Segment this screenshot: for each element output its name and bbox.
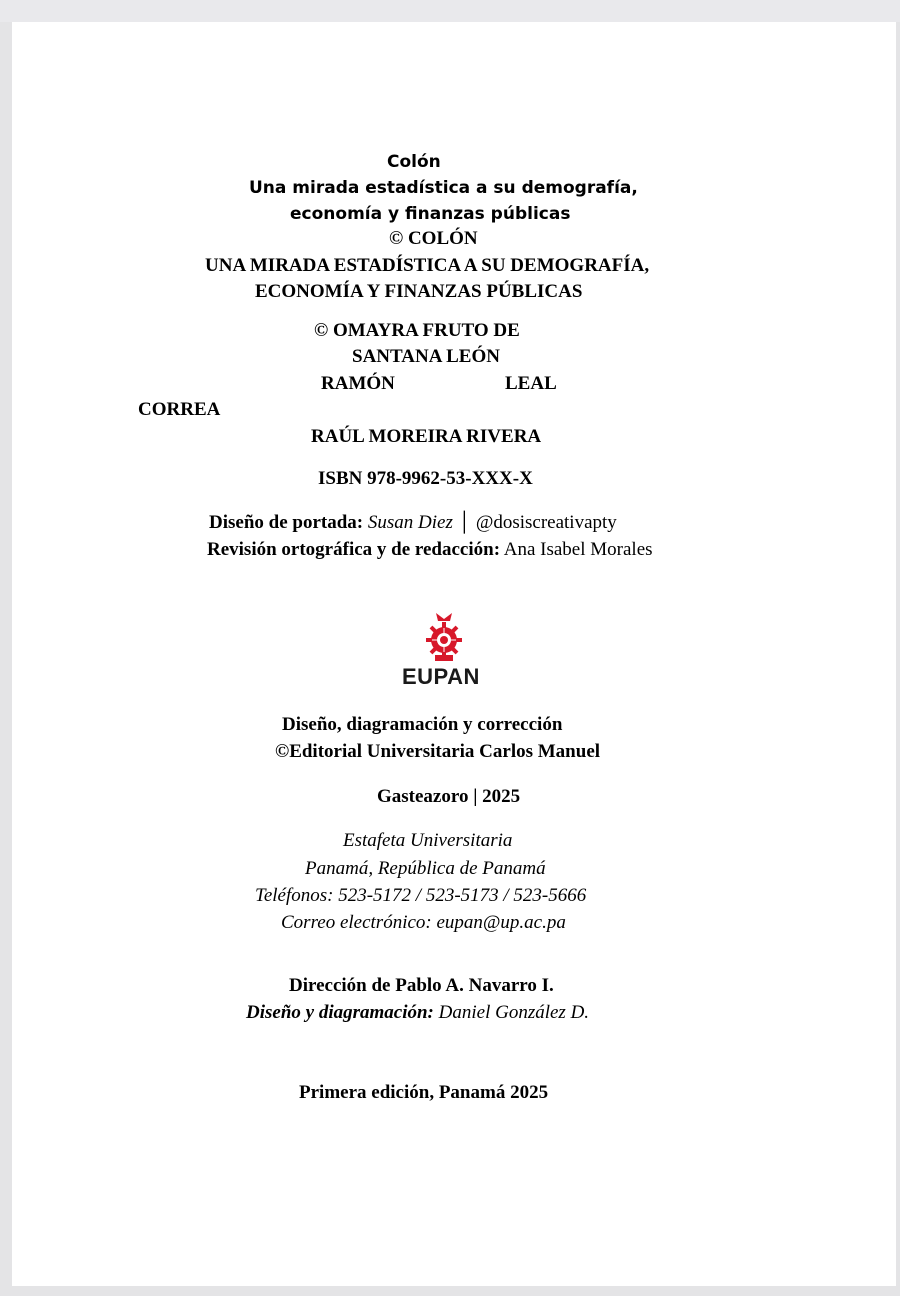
author-line2: SANTANA LEÓN [352,346,500,367]
eupan-emblem-icon [418,609,470,663]
copyright-subtitle-line2: ECONOMÍA Y FINANZAS PÚBLICAS [255,281,583,302]
address-line2: Panamá, República de Panamá [305,858,546,879]
author-line3-second: LEAL [505,373,557,394]
credit-separator: │ [457,512,472,533]
author-line3-first: RAMÓN [321,373,395,394]
layout-credit-label: Diseño y diagramación: [246,1002,434,1023]
cover-design-label: Diseño de portada: [209,512,364,533]
copyright-subtitle-line1: UNA MIRADA ESTADÍSTICA A SU DEMOGRAFÍA, [205,255,650,276]
book-subtitle-line2: economía y finanzas públicas [290,204,571,224]
eupan-logo-text: EUPAN [402,664,480,689]
layout-credit-name: Daniel González D. [438,1002,590,1023]
review-label: Revisión ortográfica y de redacción: [207,539,501,560]
book-title: Colón [387,152,441,172]
cover-design-credit [209,511,617,535]
cover-designer-handle: @dosiscreativapty [475,512,617,533]
address-line1: Estafeta Universitaria [343,830,513,851]
book-subtitle-line1: Una mirada estadística a su demografía, [249,178,638,198]
reviewer-name: Ana Isabel Morales [503,539,653,560]
copyright-title: © COLÓN [389,228,478,249]
layout-credit [246,1001,589,1025]
cover-designer-name: Susan Diez [367,512,453,533]
direction-line: Dirección de Pablo A. Navarro I. [289,975,554,996]
publisher-line3: Gasteazoro | 2025 [377,786,521,807]
viewer-top-bar [0,0,900,22]
publisher-line2: ©Editorial Universitaria Carlos Manuel [275,741,601,762]
review-credit [207,538,653,562]
isbn: ISBN 978-9962-53-XXX-X [318,468,533,489]
publisher-line1: Diseño, diagramación y corrección [282,714,563,735]
author-line1: © OMAYRA FRUTO DE [314,320,520,341]
phone-numbers: Teléfonos: 523-5172 / 523-5173 / 523-5666 [255,885,587,906]
edition: Primera edición, Panamá 2025 [299,1082,549,1103]
author-line4: CORREA [138,399,221,420]
author-line5: RAÚL MOREIRA RIVERA [311,426,542,447]
email: Correo electrónico: eupan@up.ac.pa [281,912,566,933]
